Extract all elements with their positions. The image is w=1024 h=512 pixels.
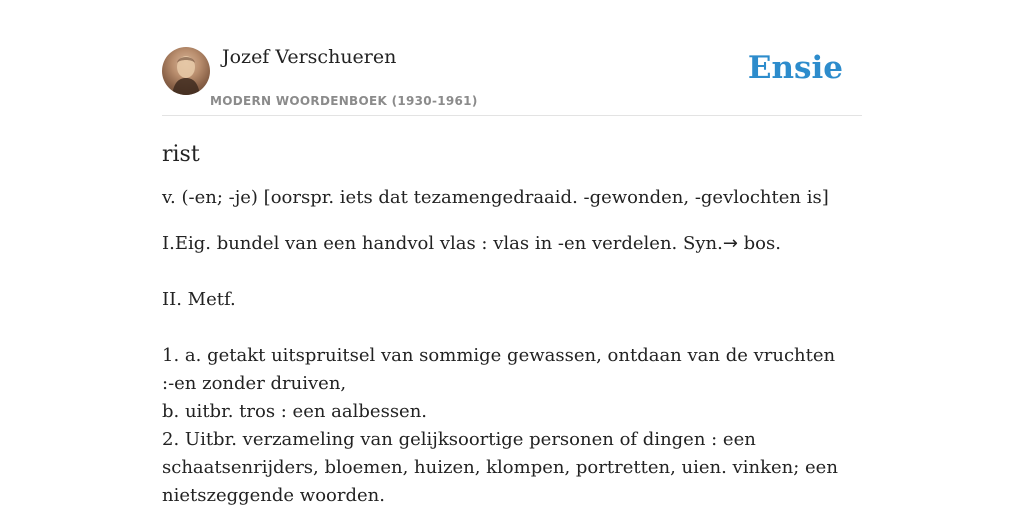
sense-1b: b. uitbr. tros : een aalbessen. (162, 401, 428, 422)
author-header (162, 44, 862, 116)
entry-grammar: v. (-en; -je) [oorspr. iets dat tezamengedraaid. -gewonden, -gevlochten is] (162, 187, 829, 208)
author-name[interactable]: Jozef Verschueren (222, 46, 397, 68)
sense-metaphorical-heading: II. Metf. (162, 289, 236, 310)
sense-literal (162, 230, 852, 258)
synonym-link[interactable]: bos. (737, 233, 781, 254)
author-avatar[interactable] (162, 47, 210, 95)
spacer (162, 258, 852, 286)
ensie-logo[interactable]: Ensie (747, 50, 843, 86)
sense-1a: 1. a. getakt uitspruitsel van sommige gewassen, ontdaan van de vruchten :-en zonder druiven, (162, 345, 836, 394)
portrait-icon (162, 47, 210, 95)
dictionary-source[interactable]: MODERN WOORDENBOEK (1930-1961) (210, 94, 478, 108)
dictionary-entry (162, 140, 852, 510)
sense-literal-text: I.Eig. bundel van een handvol vlas : vlas in -en verdelen. Syn. (162, 233, 723, 254)
sense-2: 2. Uitbr. verzameling van gelijksoortige personen of dingen : een schaatsenrijders, bloemen, huizen, klompen, portretten, uien. vinken; een nietszeggende woorden. (162, 429, 838, 506)
arrow-right-icon: → (722, 233, 738, 254)
entry-headword: rist (162, 142, 200, 167)
spacer (162, 314, 852, 342)
